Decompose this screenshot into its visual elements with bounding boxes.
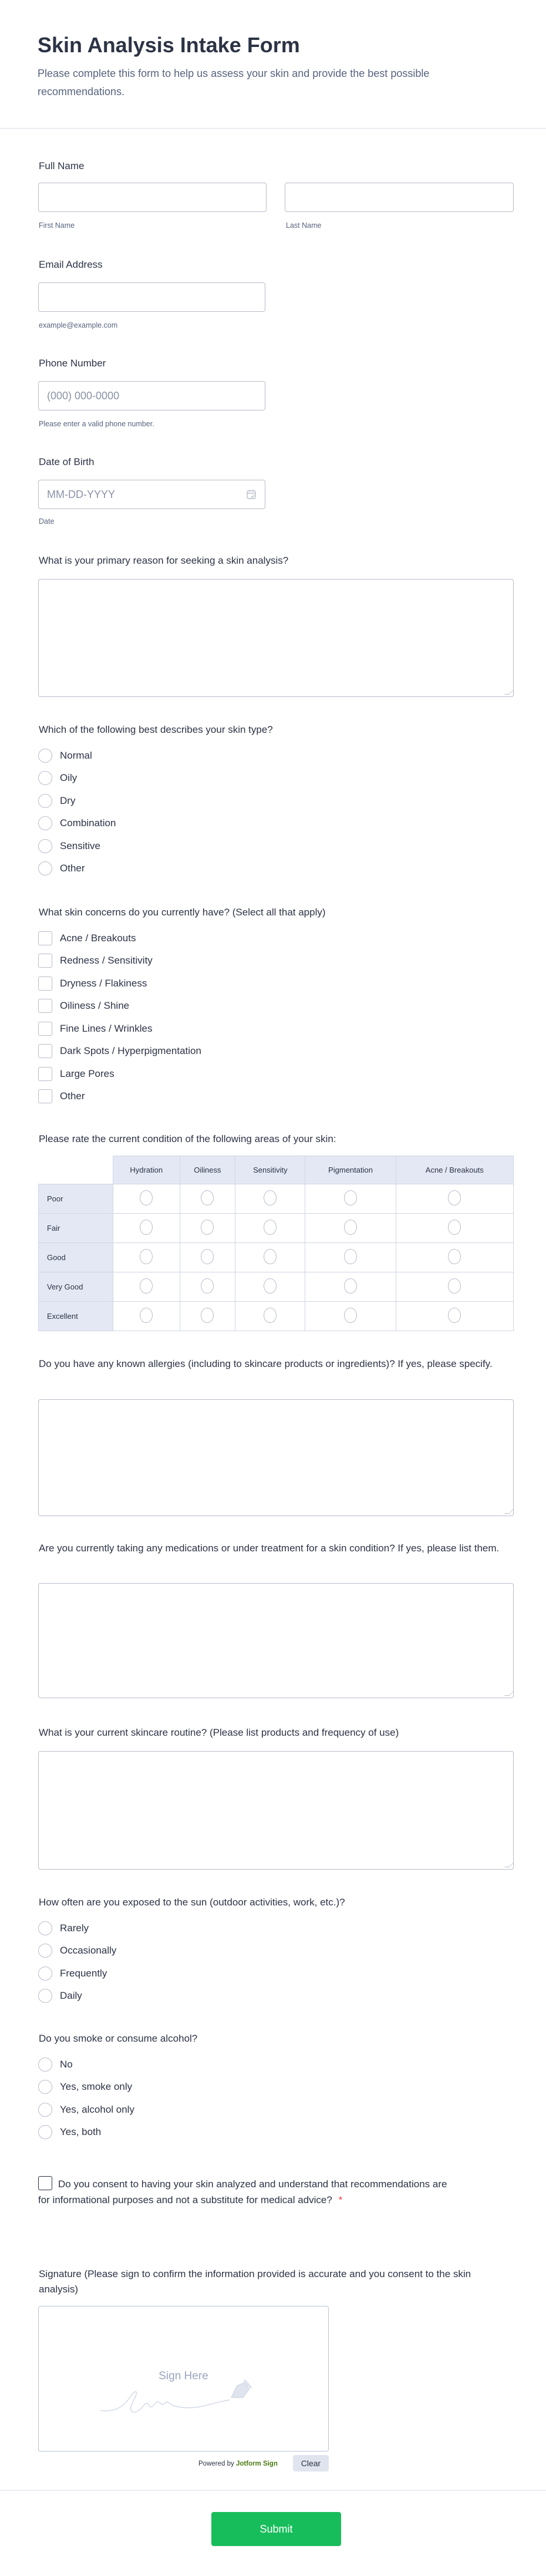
radio-option[interactable] [38, 2124, 101, 2140]
radio-option[interactable] [38, 748, 92, 763]
option-label: No [60, 2059, 73, 2070]
option-label: Dark Spots / Hyperpigmentation [60, 1045, 201, 1056]
radio-option[interactable] [38, 770, 77, 786]
radio-button[interactable] [38, 2058, 52, 2072]
checkbox-option[interactable] [38, 931, 136, 946]
matrix-row [39, 1302, 514, 1331]
matrix-radio-button[interactable] [140, 1220, 153, 1235]
option-label: Frequently [60, 1968, 107, 1979]
matrix-cell [235, 1184, 305, 1214]
matrix-cell [396, 1272, 513, 1302]
matrix-row-label: Excellent [39, 1302, 113, 1331]
matrix-radio-button[interactable] [264, 1220, 277, 1235]
consent-checkbox[interactable] [38, 2176, 52, 2190]
option-label: Normal [60, 750, 92, 761]
matrix-radio-button[interactable] [201, 1308, 214, 1323]
matrix-cell [235, 1302, 305, 1331]
matrix-label: Please rate the current condition of the following areas of your skin: [39, 1133, 336, 1144]
option-label: Large Pores [60, 1068, 114, 1079]
matrix-radio-button[interactable] [140, 1278, 153, 1294]
form-title: Skin Analysis Intake Form [38, 33, 300, 57]
matrix-cell [305, 1243, 396, 1272]
email-input[interactable] [38, 282, 265, 312]
matrix-cell [235, 1243, 305, 1272]
sun-label: How often are you exposed to the sun (outdoor activities, work, etc.)? [39, 1897, 345, 1908]
matrix-row-label: Poor [39, 1184, 113, 1214]
radio-button[interactable] [38, 2103, 52, 2117]
matrix-cell [180, 1214, 235, 1243]
checkbox-option[interactable] [38, 1043, 201, 1059]
allergies-label: Do you have any known allergies (including to skincare products or ingredients)? If yes, please specify. [39, 1358, 493, 1369]
checkbox[interactable] [38, 954, 52, 968]
matrix-cell [305, 1302, 396, 1331]
matrix-cell [113, 1184, 180, 1214]
matrix-cell [113, 1214, 180, 1243]
matrix-cell [180, 1272, 235, 1302]
calendar-icon[interactable] [246, 489, 257, 500]
checkbox[interactable] [38, 931, 52, 945]
submit-button[interactable]: Submit [211, 2512, 341, 2546]
footer-divider [0, 2490, 546, 2491]
radio-button[interactable] [38, 816, 52, 830]
form-subtitle: Please complete this form to help us assess your skin and provide the best possible recommendations. [38, 68, 430, 97]
allergies-textarea[interactable] [38, 1399, 514, 1516]
matrix-radio-button[interactable] [140, 1190, 153, 1205]
skin-type-label: Which of the following best describes your skin type? [39, 724, 273, 735]
matrix-column-header: Acne / Breakouts [396, 1156, 513, 1184]
radio-option[interactable] [38, 2057, 73, 2072]
option-label: Dry [60, 795, 76, 806]
matrix-row [39, 1214, 514, 1243]
radio-button[interactable] [38, 861, 52, 875]
matrix-row-label: Fair [39, 1214, 113, 1243]
radio-option[interactable] [38, 1943, 116, 1958]
radio-button[interactable] [38, 2080, 52, 2094]
matrix-radio-button[interactable] [264, 1308, 277, 1323]
matrix-column-header: Oiliness [180, 1156, 235, 1184]
phone-label: Phone Number [39, 358, 106, 369]
first-name-input[interactable] [38, 183, 267, 212]
checkbox[interactable] [38, 1089, 52, 1103]
powered-by-text: Powered by [198, 2460, 234, 2467]
option-label: Combination [60, 817, 116, 829]
radio-option[interactable] [38, 839, 100, 854]
reason-label: What is your primary reason for seeking a skin analysis? [39, 555, 289, 566]
jotform-sign-link[interactable]: Jotform Sign [235, 2460, 278, 2467]
consent-label: Do you consent to having your skin analyzed and understand that recommendations are for informational purposes and not a substitute for medical advice? [38, 2178, 447, 2205]
matrix-radio-button[interactable] [140, 1308, 153, 1323]
option-label: Fine Lines / Wrinkles [60, 1023, 153, 1034]
radio-option[interactable] [38, 793, 75, 809]
phone-input[interactable] [38, 381, 265, 410]
radio-option[interactable] [38, 1921, 89, 1936]
full-name-label: Full Name [39, 160, 85, 171]
option-label: Rarely [60, 1922, 89, 1934]
resize-handle-icon[interactable] [504, 1691, 514, 1696]
matrix-cell [396, 1184, 513, 1214]
matrix-radio-button[interactable] [344, 1278, 357, 1294]
matrix-cell [305, 1184, 396, 1214]
radio-option[interactable] [38, 2079, 132, 2095]
phone-placeholder: (000) 000-0000 [47, 390, 120, 402]
checkbox-option[interactable] [38, 953, 153, 968]
matrix-radio-button[interactable] [344, 1308, 357, 1323]
matrix-cell [305, 1272, 396, 1302]
option-label: Yes, smoke only [60, 2081, 133, 2092]
matrix-column-header: Hydration [113, 1156, 180, 1184]
signature-pad[interactable] [38, 2306, 329, 2452]
matrix-cell [113, 1243, 180, 1272]
matrix-cell [113, 1272, 180, 1302]
option-label: Yes, alcohol only [60, 2104, 134, 2115]
consent-field [38, 2176, 449, 2208]
phone-sublabel: Please enter a valid phone number. [39, 420, 154, 428]
option-label: Oiliness / Shine [60, 1000, 130, 1011]
smoke-label: Do you smoke or consume alcohol? [39, 2033, 198, 2044]
option-label: Yes, both [60, 2126, 102, 2137]
matrix-radio-button[interactable] [448, 1190, 461, 1205]
matrix-cell [180, 1243, 235, 1272]
checkbox-option[interactable] [38, 1089, 85, 1104]
rating-matrix [38, 1156, 514, 1331]
matrix-radio-button[interactable] [448, 1220, 461, 1235]
option-label: Other [60, 1090, 85, 1102]
last-name-sublabel: Last Name [286, 221, 322, 230]
routine-label: What is your current skincare routine? (Please list products and frequency of use) [39, 1727, 399, 1738]
radio-button[interactable] [38, 839, 52, 853]
resize-handle-icon[interactable] [504, 1509, 514, 1514]
medications-label: Are you currently taking any medications or under treatment for a skin condition? If yes, please list them. [39, 1543, 500, 1554]
dob-placeholder: MM-DD-YYYY [47, 489, 115, 500]
radio-button[interactable] [38, 1989, 52, 2003]
checkbox-option[interactable] [38, 998, 129, 1013]
option-label: Other [60, 863, 85, 874]
checkbox-option[interactable] [38, 976, 147, 991]
matrix-cell [235, 1272, 305, 1302]
matrix-row [39, 1243, 514, 1272]
routine-textarea[interactable] [38, 1751, 514, 1870]
dob-label: Date of Birth [39, 456, 95, 467]
dob-sublabel: Date [39, 517, 55, 526]
radio-button[interactable] [38, 2125, 52, 2139]
radio-button[interactable] [38, 794, 52, 808]
matrix-radio-button[interactable] [448, 1278, 461, 1294]
matrix-radio-button[interactable] [448, 1308, 461, 1323]
checkbox[interactable] [38, 976, 52, 991]
matrix-radio-button[interactable] [344, 1190, 357, 1205]
option-label: Occasionally [60, 1945, 117, 1956]
matrix-radio-button[interactable] [344, 1249, 357, 1264]
medications-textarea[interactable] [38, 1583, 514, 1698]
checkbox[interactable] [38, 1044, 52, 1058]
matrix-radio-button[interactable] [264, 1190, 277, 1205]
option-label: Redness / Sensitivity [60, 955, 153, 966]
last-name-input[interactable] [285, 183, 514, 212]
matrix-radio-button[interactable] [264, 1249, 277, 1264]
matrix-row [39, 1272, 514, 1302]
matrix-column-header: Sensitivity [235, 1156, 305, 1184]
matrix-radio-button[interactable] [201, 1278, 214, 1294]
matrix-radio-button[interactable] [140, 1249, 153, 1264]
radio-option[interactable] [38, 2102, 134, 2117]
radio-option[interactable] [38, 861, 85, 876]
first-name-sublabel: First Name [39, 221, 75, 230]
matrix-cell [180, 1184, 235, 1214]
matrix-cell [396, 1302, 513, 1331]
radio-button[interactable] [38, 771, 52, 785]
matrix-radio-button[interactable] [448, 1249, 461, 1264]
concerns-label: What skin concerns do you currently have? (Select all that apply) [39, 907, 326, 918]
radio-option[interactable] [38, 1988, 82, 2003]
option-label: Oily [60, 772, 77, 783]
checkbox[interactable] [38, 1067, 52, 1081]
matrix-cell [113, 1302, 180, 1331]
header-divider [0, 128, 546, 129]
radio-button[interactable] [38, 1966, 52, 1981]
matrix-radio-button[interactable] [344, 1220, 357, 1235]
checkbox[interactable] [38, 1022, 52, 1036]
dob-input[interactable] [38, 480, 265, 509]
option-label: Daily [60, 1990, 82, 2001]
matrix-row-label: Good [39, 1243, 113, 1272]
sign-here-placeholder: Sign Here [159, 2370, 208, 2382]
matrix-cell [305, 1214, 396, 1243]
matrix-corner [39, 1156, 113, 1184]
email-sublabel: example@example.com [39, 321, 118, 329]
required-asterisk: * [338, 2194, 343, 2205]
email-label: Email Address [39, 259, 103, 270]
radio-button[interactable] [38, 1944, 52, 1958]
radio-option[interactable] [38, 816, 116, 831]
matrix-radio-button[interactable] [264, 1278, 277, 1294]
radio-button[interactable] [38, 1921, 52, 1935]
matrix-radio-button[interactable] [201, 1249, 214, 1264]
checkbox-option[interactable] [38, 1066, 114, 1082]
matrix-cell [235, 1214, 305, 1243]
option-label: Dryness / Flakiness [60, 978, 147, 989]
matrix-cell [396, 1214, 513, 1243]
signature-label: Signature (Please sign to confirm the information provided is accurate and you consent to the skin analysis) [39, 2268, 471, 2295]
matrix-column-header: Pigmentation [305, 1156, 396, 1184]
matrix-radio-button[interactable] [201, 1220, 214, 1235]
matrix-radio-button[interactable] [201, 1190, 214, 1205]
matrix-cell [180, 1302, 235, 1331]
radio-button[interactable] [38, 749, 52, 763]
resize-handle-icon[interactable] [504, 1863, 514, 1867]
option-label: Acne / Breakouts [60, 932, 136, 944]
matrix-cell [396, 1243, 513, 1272]
reason-textarea[interactable] [38, 579, 514, 697]
clear-signature-button[interactable]: Clear [293, 2455, 329, 2471]
checkbox-option[interactable] [38, 1021, 152, 1036]
matrix-row-label: Very Good [39, 1272, 113, 1302]
powered-by [198, 2460, 278, 2467]
radio-option[interactable] [38, 1966, 107, 1981]
option-label: Sensitive [60, 840, 100, 851]
checkbox[interactable] [38, 999, 52, 1013]
matrix-row [39, 1184, 514, 1214]
resize-handle-icon[interactable] [504, 690, 514, 695]
